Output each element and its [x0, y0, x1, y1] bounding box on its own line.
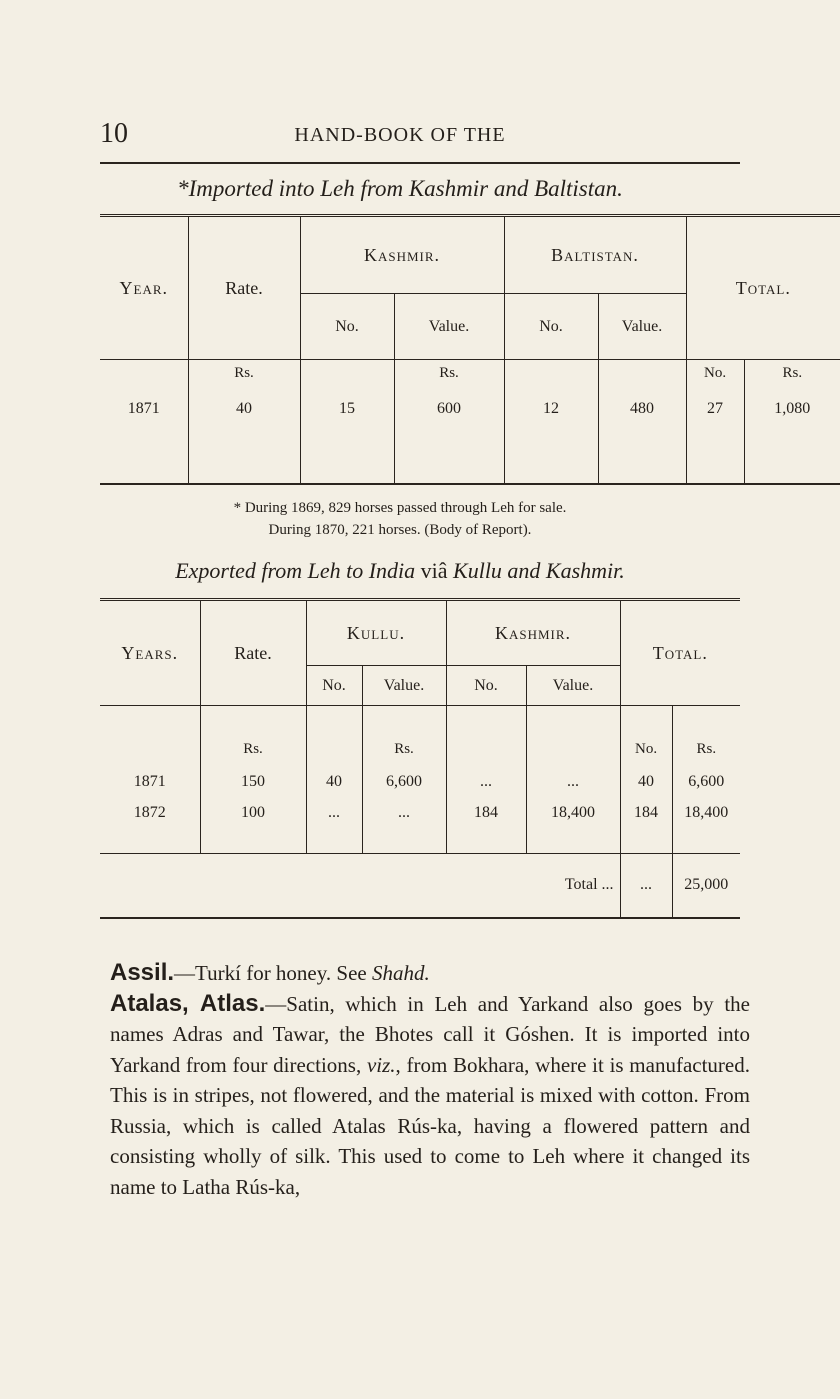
- cell-kullu-no: ...: [306, 800, 362, 854]
- cell-kashmir-no: ...: [446, 764, 526, 800]
- cell-total-no: 184: [620, 800, 672, 854]
- total-value: 25,000: [672, 854, 740, 918]
- header-kashmir: Kashmir.: [446, 600, 620, 666]
- header-baltistan: Baltistan.: [504, 216, 686, 294]
- table2-title-part: Exported from Leh to India: [175, 558, 421, 583]
- imports-table: [100, 214, 840, 485]
- header-value: Value.: [362, 666, 446, 706]
- body-text: [110, 958, 750, 1202]
- footnote-line-2: During 1870, 221 horses. (Body of Report).: [268, 522, 532, 538]
- cross-reference: Shahd.: [371, 961, 430, 985]
- header-rate: Rate.: [200, 600, 306, 706]
- unit-no: No.: [686, 360, 744, 388]
- total-row: [100, 854, 740, 918]
- headword-assil: Assil.: [110, 959, 175, 986]
- cell-rate: 150: [200, 764, 306, 800]
- cell-kullu-no: 40: [306, 764, 362, 800]
- entry-text: —Turkí for honey. See: [174, 961, 372, 985]
- header-kullu: Kullu.: [306, 600, 446, 666]
- cell-kullu-value: 6,600: [362, 764, 446, 800]
- cell-total-value: 6,600: [672, 764, 740, 800]
- entry-text: —Satin, which in Leh and Yarkand also goes by the names Adras and Tawar, the Bhotes call it Góshen. It is imported into Yarkand from four directions,: [110, 991, 750, 1077]
- header-no: No.: [306, 666, 362, 706]
- table2-title-via: viâ: [420, 558, 448, 583]
- cell-baltistan-no: 12: [504, 388, 598, 484]
- viz-abbrev: viz.: [366, 1052, 396, 1077]
- unit-rs: Rs.: [744, 360, 840, 388]
- header-no: No.: [300, 294, 394, 360]
- entry-assil: [110, 958, 750, 989]
- cell-kashmir-no: 184: [446, 800, 526, 854]
- cell-total-no: 27: [686, 388, 744, 484]
- header-value: Value.: [598, 294, 686, 360]
- cell-rate: 100: [200, 800, 306, 854]
- header-total: Total.: [620, 600, 740, 706]
- cell-kashmir-no: 15: [300, 388, 394, 484]
- entry-atalas: [110, 989, 750, 1203]
- cell-rate: 40: [188, 388, 300, 484]
- header-value: Value.: [394, 294, 504, 360]
- table2-title-part: Kullu and Kashmir.: [447, 558, 625, 583]
- header-years: Years.: [100, 600, 200, 706]
- total-label: Total ...: [564, 876, 614, 894]
- unit-rs: Rs.: [362, 706, 446, 764]
- table1-title: *Imported into Leh from Kashmir and Baltistan.: [177, 176, 623, 201]
- header-rule: [100, 162, 740, 164]
- running-head: HAND-BOOK OF THE: [294, 124, 506, 146]
- total-no: ...: [620, 854, 672, 918]
- header-kashmir: Kashmir.: [300, 216, 504, 294]
- cell-year: 1871: [127, 399, 160, 417]
- header-year: Year.: [100, 216, 188, 360]
- table-row: [100, 388, 840, 484]
- header-rate: Rate.: [188, 216, 300, 360]
- unit-no: No.: [620, 706, 672, 764]
- headword-atalas: Atalas, Atlas.: [110, 989, 266, 1017]
- cell-total-value: 18,400: [672, 800, 740, 854]
- cell-kashmir-value: 600: [394, 388, 504, 484]
- table-row: [100, 800, 740, 854]
- cell-year: 1872: [133, 803, 166, 821]
- header-value: Value.: [526, 666, 620, 706]
- cell-total-no: 40: [620, 764, 672, 800]
- exports-table: [100, 598, 740, 919]
- header-no: No.: [504, 294, 598, 360]
- page-number: 10: [100, 118, 128, 149]
- header-total: Total.: [686, 216, 840, 360]
- cell-kashmir-value: ...: [526, 764, 620, 800]
- header-no: No.: [446, 666, 526, 706]
- footnote-line-1: * During 1869, 829 horses passed through Leh for sale.: [233, 500, 567, 516]
- cell-total-value: 1,080: [744, 388, 840, 484]
- entry-text: , from Bokhara, where it is manufactured. This is in stripes, not flowered, and the material is mixed with cotton. From Russia, which is called Atalas Rús-ka, having a flowered pattern and consisting wholly of silk. This used to come to Leh where it changed its name to Latha Rús-ka,: [110, 1052, 750, 1199]
- cell-year: 1871: [133, 772, 166, 790]
- table2-title: [0, 558, 800, 584]
- cell-kashmir-value: 18,400: [526, 800, 620, 854]
- unit-rs: Rs.: [188, 360, 300, 388]
- unit-rs: Rs.: [672, 706, 740, 764]
- table-row: [100, 764, 740, 800]
- unit-rs: Rs.: [394, 360, 504, 388]
- cell-kullu-value: ...: [362, 800, 446, 854]
- unit-rs: Rs.: [200, 706, 306, 764]
- cell-baltistan-value: 480: [598, 388, 686, 484]
